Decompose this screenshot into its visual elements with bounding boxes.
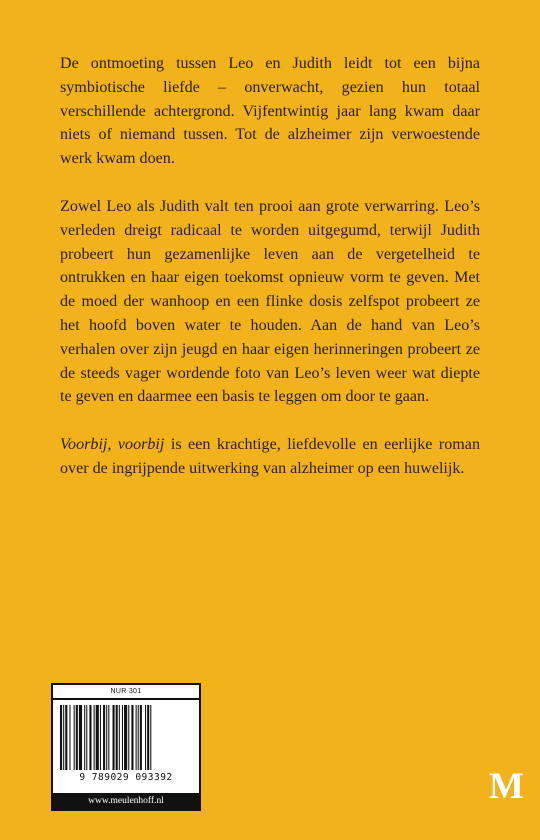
- nur-code: NUR 301: [53, 685, 199, 700]
- barcode-bars: [60, 705, 194, 770]
- blurb-paragraph-3-text: is een krachtige, liefdevolle en eerlijke roman over de ingrijpende uitwerking van alzheimer op een huwelijk.: [60, 436, 480, 477]
- blurb-paragraph-1: De ontmoeting tussen Leo en Judith leidt tot een bijna symbiotische liefde – onverwacht, gezien hun totaal verschillende achtergrond. Vijfentwintig jaar lang kwam daar niets of niemand tussen. Tot de alzheimer zijn verwoestende werk kwam doen.: [60, 55, 480, 168]
- blurb-paragraph-3: [60, 433, 480, 481]
- publisher-url: www.meulenhoff.nl: [53, 793, 199, 809]
- blurb-paragraph-2: Zowel Leo als Judith valt ten prooi aan grote verwarring. Leo’s verleden dreigt radicaal te worden uitgegumd, terwijl Judith probeert hun gezamenlijke leven aan de vergetelheid te ontrukken en haar eigen toekomst opnieuw vorm te geven. Met de moed der wanhoop en een flinke dosis zelfspot probeert ze het hoofd boven water te houden. Aan de hand van Leo’s verhalen over zijn jeugd en haar eigen herinneringen probeert ze de steeds vager wordende foto van Leo’s leven weer wat diepte te geven en daarmee een basis te leggen om door te gaan.: [60, 197, 480, 406]
- isbn-barcode-box: [51, 683, 201, 811]
- book-title-italic: Voorbij, voorbij: [60, 436, 165, 454]
- back-cover-blurb: [60, 52, 480, 481]
- publisher-logo: M: [489, 766, 524, 807]
- isbn-number: 9 789029 093392: [79, 772, 173, 783]
